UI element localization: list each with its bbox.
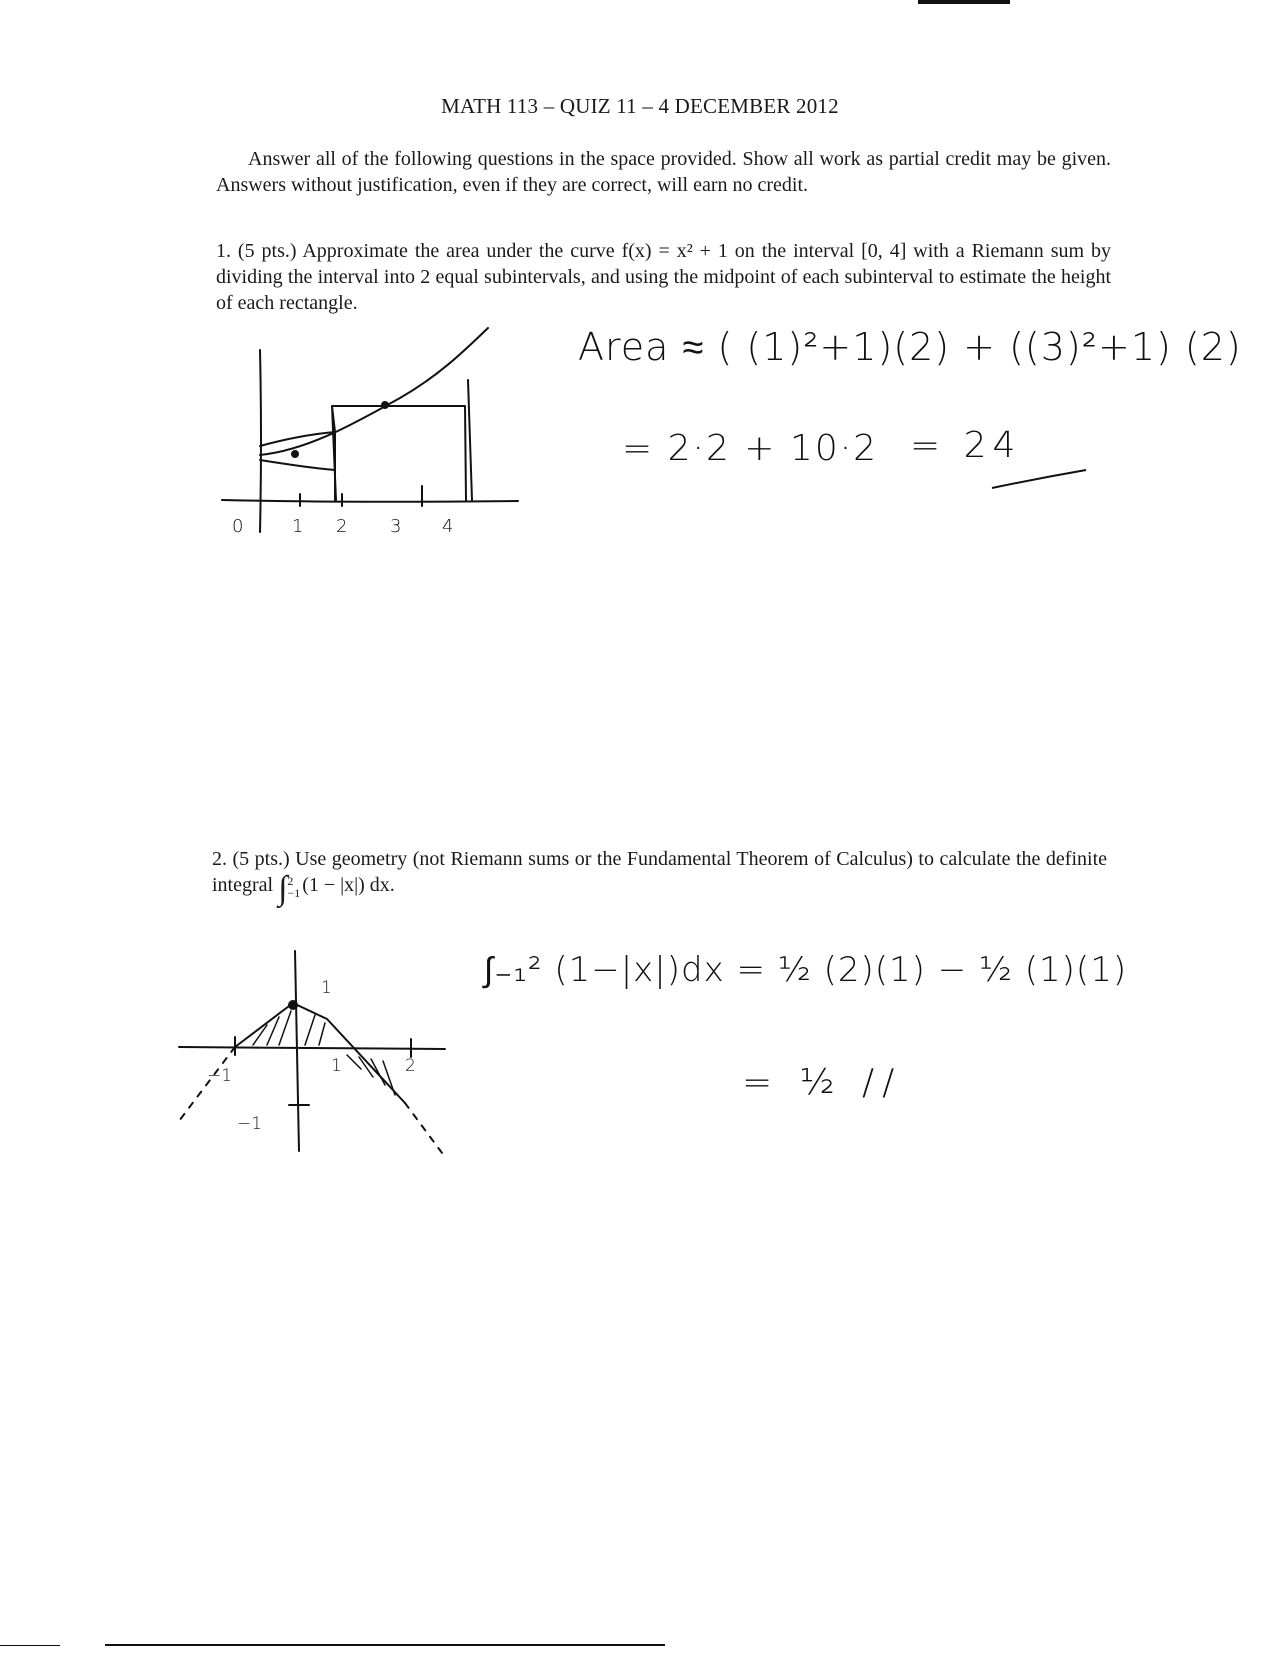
q1-tick-1: 1 bbox=[292, 516, 304, 537]
integral-sign-icon: ∫ bbox=[278, 870, 288, 907]
q2-label-height: 1 bbox=[321, 978, 332, 998]
q1-curve bbox=[260, 328, 488, 455]
q2-label-two: 2 bbox=[405, 1056, 416, 1076]
q1-right-edge bbox=[468, 380, 472, 500]
q1-y-axis bbox=[260, 350, 261, 532]
q2-printed-integral bbox=[278, 870, 395, 907]
q2-label-one: 1 bbox=[331, 1056, 342, 1076]
q1-work-line-2: = 2·2 + 10·2 bbox=[622, 428, 879, 469]
q1-tick-2: 2 bbox=[336, 516, 348, 537]
q1-x-axis bbox=[222, 500, 518, 502]
q2-lower-limit: −1 bbox=[287, 886, 301, 900]
q1-answer: = 24 bbox=[910, 425, 1022, 466]
q2-x-axis bbox=[179, 1047, 445, 1049]
q2-label-y-neg-one: −1 bbox=[237, 1114, 263, 1134]
q2-hatching bbox=[253, 1011, 395, 1095]
q2-integrand: (1 − |x|) dx. bbox=[302, 874, 395, 896]
q2-y-axis bbox=[295, 951, 299, 1151]
instructions-text: Answer all of the following questions in the space provided. Show all work as partial credit may be given. Answers without justification, even if they are correct, will earn no credit. bbox=[216, 148, 1111, 196]
scan-mark-bottom bbox=[105, 1644, 665, 1646]
q1-rectangle-1 bbox=[260, 432, 335, 500]
q2-work-line-2: = ½ // bbox=[742, 1062, 903, 1103]
q1-tick-4: 4 bbox=[442, 516, 454, 537]
q1-riemann-graph bbox=[220, 320, 520, 550]
q2-label-neg-one: −1 bbox=[207, 1066, 233, 1086]
q2-work-line-1: ∫₋₁² (1−|x|)dx = ½ (2)(1) − ½ (1)(1) bbox=[484, 950, 1128, 990]
scan-mark-top bbox=[918, 0, 1010, 4]
q1-tick-0: 0 bbox=[232, 516, 244, 537]
q1-rectangle-2 bbox=[332, 406, 466, 500]
question-2-prompt: 2. (5 pts.) Use geometry (not Riemann sums or the Fundamental Theorem of Calculus) to calculate the definite integral bbox=[212, 848, 1107, 896]
question-1-text: 1. (5 pts.) Approximate the area under the curve f(x) = x² + 1 on the interval [0, 4] with a Riemann sum by dividing the interval into 2 equal subintervals, and using the midpoint of each subinterval to estimate the height of each rectangle. bbox=[216, 240, 1111, 314]
q2-limits bbox=[287, 875, 300, 899]
q2-geometry-graph bbox=[175, 945, 465, 1165]
q2-upper-limit: 2 bbox=[287, 874, 294, 888]
page-title: MATH 113 – QUIZ 11 – 4 DECEMBER 2012 bbox=[441, 94, 839, 118]
q1-tick-3: 3 bbox=[390, 516, 402, 537]
question-2-text bbox=[212, 846, 1107, 907]
q1-answer-underline bbox=[990, 466, 1090, 496]
scan-mark-bottom-left bbox=[0, 1645, 60, 1646]
q1-work-line-1: Area ≈ ( (1)²+1)(2) + ((3)²+1) (2) bbox=[578, 325, 1242, 369]
q2-function-line bbox=[235, 1003, 405, 1103]
